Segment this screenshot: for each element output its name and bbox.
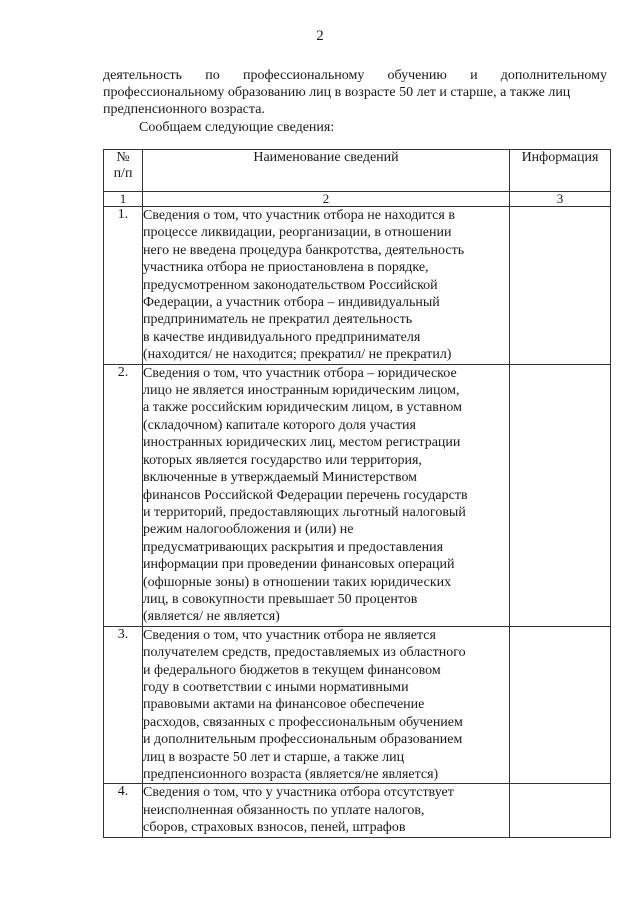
- row-number: 3.: [104, 626, 143, 784]
- table-row: [104, 207, 611, 365]
- intro-line: деятельность по профессиональному обучению и дополнительному: [103, 68, 607, 83]
- row-text: Сведения о том, что у участника отбора отсутствует неисполненная обязанность по уплате налогов, сборов, страховых взносов, пеней, штрафов: [143, 784, 510, 837]
- index-cell: 1: [104, 192, 143, 207]
- intro-line: профессиональному образованию лиц в возрасте 50 лет и старше, а также лиц: [103, 85, 571, 100]
- row-info[interactable]: [510, 364, 611, 626]
- row-number: 1.: [104, 207, 143, 365]
- row-info[interactable]: [510, 784, 611, 837]
- table-row: [104, 364, 611, 626]
- table-row: [104, 626, 611, 784]
- row-info[interactable]: [510, 626, 611, 784]
- table-index-row: [104, 192, 611, 207]
- header-name: Наименование сведений: [143, 150, 510, 192]
- index-cell: 3: [510, 192, 611, 207]
- row-number: 2.: [104, 364, 143, 626]
- header-number: № п/п: [104, 150, 143, 192]
- table-header-row: [104, 150, 611, 192]
- row-number: 4.: [104, 784, 143, 837]
- intro-line: предпенсионного возраста.: [103, 102, 265, 117]
- intro-paragraph: [103, 67, 607, 118]
- page-number: 2: [316, 28, 324, 44]
- table-row: [104, 784, 611, 837]
- row-text: Сведения о том, что участник отбора не является получателем средств, предоставляемых из областного и федерального бюджетов в текущем финансовом году в соответствии с иными нормативными правовыми актами на финансовое обеспечение расходов, связанных с профессиональным обучением и дополнительным профессиональным образованием лиц в возрасте 50 лет и старше, а также лиц предпенсионного возраста (является/не является): [143, 626, 510, 784]
- header-info: Информация: [510, 150, 611, 192]
- information-table: [103, 149, 611, 838]
- row-text: Сведения о том, что участник отбора – юридическое лицо не является иностранным юридическим лицом, а также российским юридическим лицом, в уставном (складочном) капитале которого доля участия иностранных юридических лиц, местом регистрации которых является государство или территория, включенные в утверждаемый Министерством финансов Российской Федерации перечень государств и территорий, предоставляющих льготный налоговый режим налогообложения и (или) не предусматривающих раскрытия и предоставления информации при проведении финансовых операций (офшорные зоны) в отношении таких юридических лиц, в совокупности превышает 50 процентов (является/ не является): [143, 364, 510, 626]
- row-info[interactable]: [510, 207, 611, 365]
- row-text: Сведения о том, что участник отбора не находится в процессе ликвидации, реорганизации, в отношении него не введена процедура банкротства, деятельность участника отбора не приостановлена в порядке, предусмотренном законодательством Российской Федерации, а участник отбора – индивидуальный предприниматель не прекратил деятельность в качестве индивидуального предпринимателя (находится/ не находится; прекратил/ не прекратил): [143, 207, 510, 365]
- index-cell: 2: [143, 192, 510, 207]
- lead-text: Сообщаем следующие сведения:: [139, 120, 335, 135]
